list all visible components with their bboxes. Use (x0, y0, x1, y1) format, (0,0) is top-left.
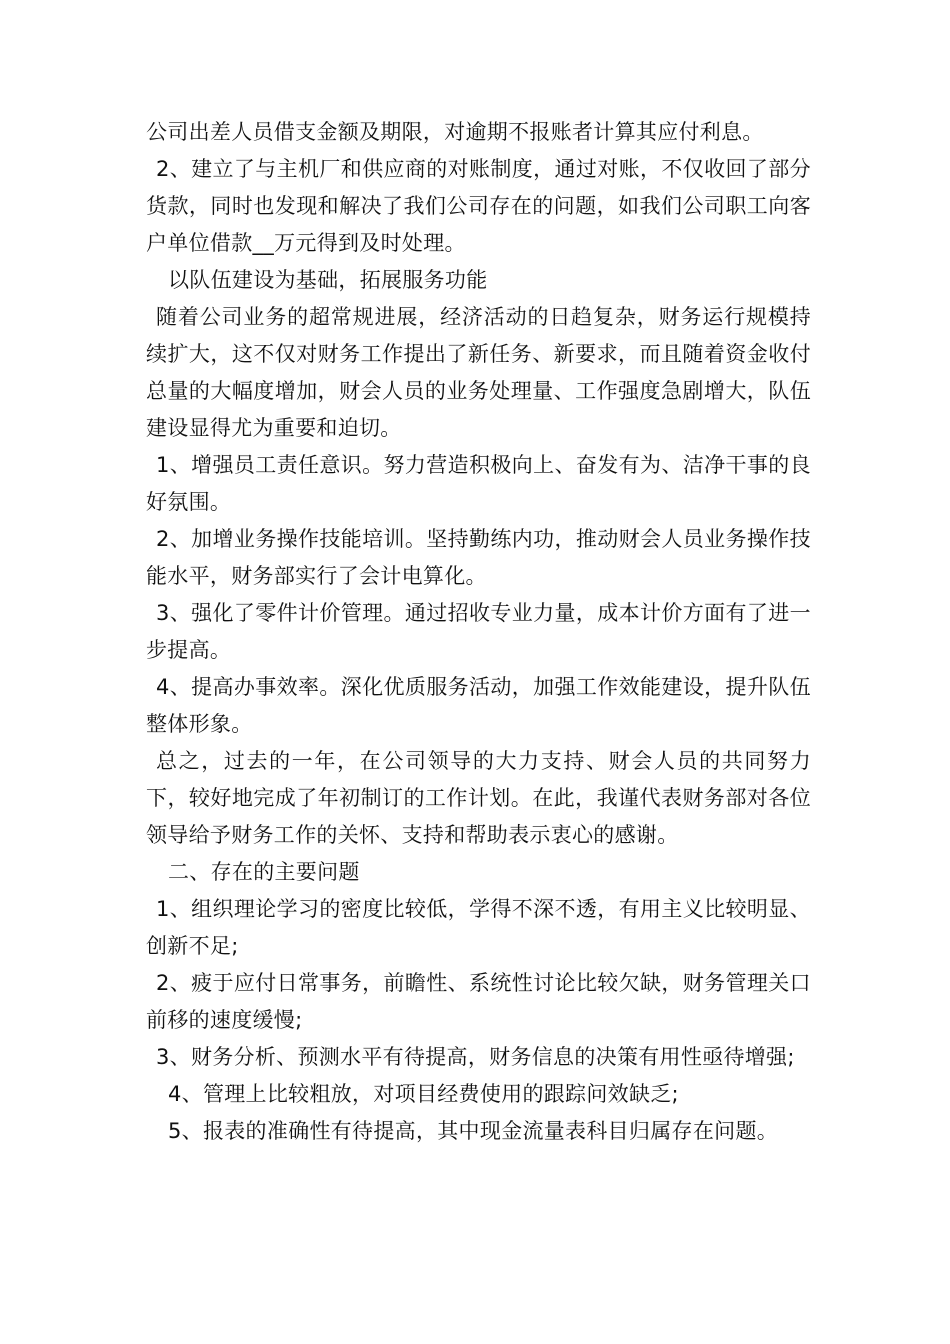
document-page (146, 114, 811, 1150)
section-heading: 二、存在的主要问题 (168, 860, 360, 884)
paragraph: 3、强化了零件计价管理。通过招收专业力量，成本计价方面有了进一步提高。 (146, 601, 811, 662)
paragraph: 公司出差人员借支金额及期限，对逾期不报账者计算其应付利息。 (146, 120, 764, 144)
paragraph: 2、建立了与主机厂和供应商的对账制度，通过对账，不仅收回了部分货款，同时也发现和解决了我们公司存在的问题，如我们公司职工向客户单位借款__万元得到及时处理。 (146, 157, 811, 255)
list-item: 5、报表的准确性有待提高，其中现金流量表科目归属存在问题。 (168, 1119, 779, 1143)
paragraph: 1、增强员工责任意识。努力营造积极向上、奋发有为、洁净干事的良好氛围。 (146, 453, 811, 514)
paragraph: 总之，过去的一年，在公司领导的大力支持、财会人员的共同努力下，较好地完成了年初制订的工作计划。在此，我谨代表财务部对各位领导给予财务工作的关怀、支持和帮助表示衷心的感谢。 (146, 749, 811, 847)
list-item: 3、财务分析、预测水平有待提高，财务信息的决策有用性亟待增强; (156, 1045, 795, 1069)
list-item: 2、疲于应付日常事务，前瞻性、系统性讨论比较欠缺，财务管理关口前移的速度缓慢; (146, 971, 811, 1032)
paragraph: 随着公司业务的超常规进展，经济活动的日趋复杂，财务运行规模持续扩大，这不仅对财务工作提出了新任务、新要求，而且随着资金收付总量的大幅度增加，财会人员的业务处理量、工作强度急剧增大，队伍建设显得尤为重要和迫切。 (146, 305, 811, 440)
paragraph: 4、提高办事效率。深化优质服务活动，加强工作效能建设，提升队伍整体形象。 (146, 675, 811, 736)
list-item: 1、组织理论学习的密度比较低，学得不深不透，有用主义比较明显、创新不足; (146, 897, 811, 958)
section-heading: 以队伍建设为基础，拓展服务功能 (168, 268, 488, 292)
list-item: 4、管理上比较粗放，对项目经费使用的跟踪问效缺乏; (168, 1082, 679, 1106)
paragraph: 2、加增业务操作技能培训。坚持勤练内功，推动财会人员业务操作技能水平，财务部实行了会计电算化。 (146, 527, 811, 588)
